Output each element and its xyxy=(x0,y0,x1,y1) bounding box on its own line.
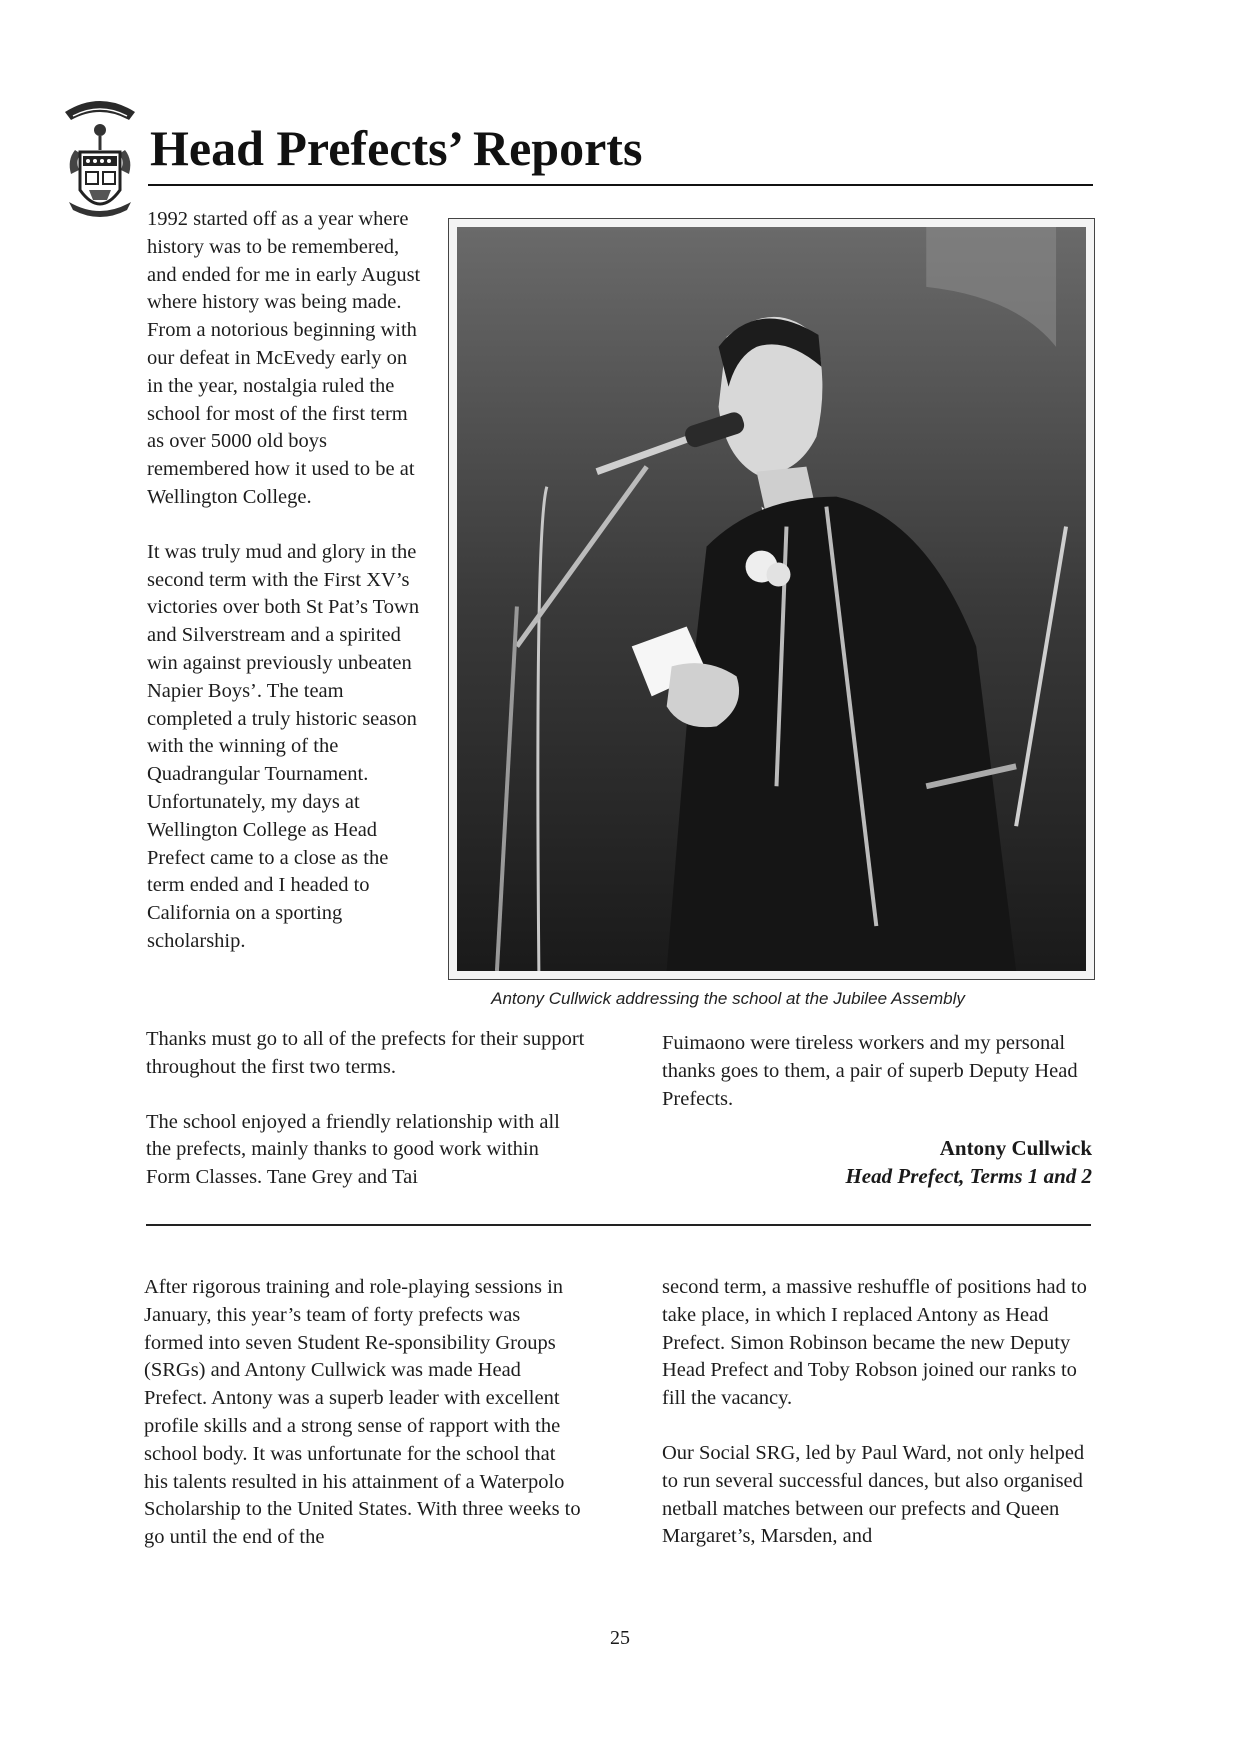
school-crest-icon xyxy=(55,90,145,235)
photo-caption: Antony Cullwick addressing the school at the Jubilee Assembly xyxy=(491,989,965,1008)
report-two-right-column xyxy=(662,1274,1102,1578)
report-one-continued-right xyxy=(662,1030,1102,1140)
page-title: Head Prefects’ Reports xyxy=(150,120,643,176)
report-one-left-column xyxy=(147,206,427,983)
paragraph: After rigorous training and role-playing sessions in January, this year’s team of forty prefects was formed into seven Student Re-sponsibility Groups (SRGs) and Antony Cullwick was made Head Prefect. Antony was a superb leader with excellent profile skills and a strong sense of rapport with the school body. It was unfortunate for the school that his talents resulted in his attainment of a Waterpolo Scholarship to the United States. With three weeks to go until the end of the xyxy=(144,1276,581,1549)
title-divider xyxy=(148,184,1093,186)
assembly-photo xyxy=(448,218,1095,980)
paragraph: second term, a massive reshuffle of positions had to take place, in which I replaced Antony as Head Prefect. Simon Robinson became the new Deputy Head Prefect and Toby Robson joined our ranks to fill the vacancy. xyxy=(662,1276,1087,1410)
page-number: 25 xyxy=(610,1627,630,1649)
signature-block xyxy=(700,1134,1092,1190)
section-divider xyxy=(146,1224,1091,1226)
paragraph: 1992 started off as a year where history was to be remembered, and ended for me in early August where history was being made. From a notorious beginning with our defeat in McEvedy early on in the year, nostalgia ruled the school for most of the first term as over 5000 old boys remembered how it used to be at Wellington College. xyxy=(147,208,421,508)
report-one-continued-left xyxy=(146,1026,586,1219)
paragraph: Our Social SRG, led by Paul Ward, not only helped to run several successful dances, but also organised netball matches between our prefects and Queen Margaret’s, Marsden, and xyxy=(662,1441,1085,1548)
paragraph: It was truly mud and glory in the second term with the First XV’s victories over both St Pat’s Town and Silverstream and a spirited win against previously unbeaten Napier Boys’. The team completed a truly historic season with the winning of the Quadrangular Tournament. Unfortunately, my days at Wellington College as Head Prefect came to a close as the term ended and I headed to California on a sporting scholarship. xyxy=(147,540,420,952)
paragraph: Fuimaono were tireless workers and my personal thanks goes to them, a pair of superb Deputy Head Prefects. xyxy=(662,1032,1078,1110)
signature-role: Head Prefect, Terms 1 and 2 xyxy=(845,1164,1092,1188)
report-two-left-column xyxy=(144,1274,584,1579)
paragraph: The school enjoyed a friendly relationship with all the prefects, mainly thanks to good work within Form Classes. Tane Grey and Tai xyxy=(146,1110,560,1189)
paragraph: Thanks must go to all of the prefects for their support throughout the first two terms. xyxy=(146,1028,585,1078)
signature-name: Antony Cullwick xyxy=(939,1136,1092,1160)
